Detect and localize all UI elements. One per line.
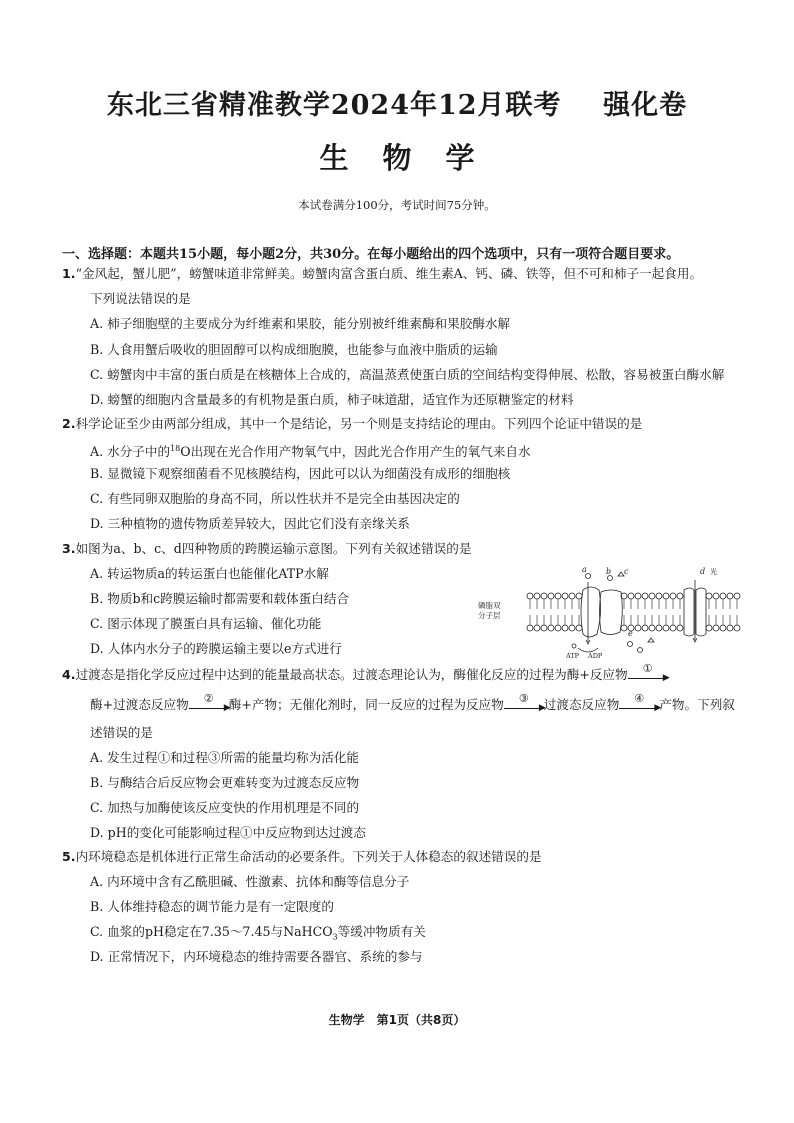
question-number: 2. — [62, 416, 76, 431]
formula-subscript: 3 — [332, 932, 338, 942]
carrier-protein — [600, 590, 623, 635]
question-4-option-d: D. pH的变化可能影响过程①中反应物到达过渡态 — [90, 825, 366, 840]
reaction-arrow-3: ③ ▶ — [504, 699, 544, 713]
question-3-option-b: B. 物质b和c跨膜运输时都需要和载体蛋白结合 — [90, 591, 350, 606]
question-5-option-d: D. 正常情况下，内环境稳态的维持需要各器官、系统的参与 — [90, 949, 423, 964]
option-text: C. 血浆的pH稳定在7.35～7.45与NaHCO — [90, 924, 333, 939]
question-1-stem — [62, 266, 702, 282]
question-text: 过渡态反应物 — [543, 697, 620, 712]
question-number: 5. — [62, 849, 76, 864]
phospholipid-label-1: 磷脂双 — [478, 601, 501, 610]
question-4-stem — [62, 661, 670, 683]
isotope-superscript: 18 — [170, 444, 181, 453]
arrow-label: ③ — [518, 691, 529, 705]
arrow-label: ① — [642, 661, 653, 675]
phospholipid-heads-upper — [527, 593, 740, 599]
exam-title: 东北三省精准教学2024年12月联考 强化卷 — [106, 90, 688, 121]
question-3-stem — [62, 541, 471, 557]
question-1-option-b: B. 人食用蟹后吸收的胆固醇可以构成细胞膜，也能参与血液中脂质的运输 — [90, 342, 498, 357]
question-text: 过渡态是指化学反应过程中达到的能量最高状态。过渡态理论认为，酶催化反应的过程为酶+反应物 — [75, 667, 628, 682]
option-text: 等缓冲物质有关 — [337, 924, 426, 939]
arrow-label: ④ — [634, 691, 645, 705]
exam-info: 本试卷满分100分，考试时间75分钟。 — [298, 198, 496, 212]
question-text: “金风起，蟹儿肥”，螃蟹味道非常鲜美。螃蟹肉富含蛋白质、维生素A、钙、磷、铁等，但不可和柿子一起食用。 — [75, 266, 703, 281]
question-2-option-b: B. 显微镜下观察细菌看不见核膜结构，因此可以认为细菌没有成形的细胞核 — [90, 466, 511, 481]
channel-protein-left — [684, 588, 694, 636]
question-text: 酶+过渡态反应物 — [90, 697, 189, 712]
question-5-option-c — [90, 924, 426, 946]
subject-title: 生物学 — [319, 141, 509, 175]
question-3-option-c: C. 图示体现了膜蛋白具有运输、催化功能 — [90, 616, 322, 631]
label-atp: ATP — [566, 652, 580, 660]
label-adp: ADP — [588, 652, 603, 660]
page-footer: 生物学 第1页（共8页） — [328, 1013, 466, 1027]
question-1-option-c: C. 螃蟹肉中丰富的蛋白质是在核糖体上合成的，高温蒸煮使蛋白质的空间结构变得伸展、松散，容易被蛋白酶水解 — [90, 367, 725, 382]
reaction-arrow-2: ② ▶ — [189, 699, 229, 713]
question-4-option-c: C. 加热与加酶使该反应变快的作用机理是不同的 — [90, 800, 360, 815]
label-c: c — [624, 567, 629, 576]
option-text: O出现在光合作用产物氧气中，因此光合作用产生的氧气来自水 — [180, 444, 531, 460]
question-4-option-a: A. 发生过程①和过程③所需的能量均称为活化能 — [90, 750, 359, 765]
channel-protein-right — [696, 588, 706, 636]
question-text: 产物。下列叙 — [659, 697, 735, 712]
molecule-a — [586, 574, 591, 579]
reaction-arrow-4: ④ ▶ — [619, 699, 659, 713]
label-e: e — [628, 629, 633, 638]
question-text: 如图为a、b、c、d四种物质的跨膜运输示意图。下列有关叙述错误的是 — [75, 541, 472, 556]
question-5-option-a: A. 内环境中含有乙酰胆碱、性激素、抗体和酶等信息分子 — [90, 874, 410, 889]
question-5-stem — [62, 849, 542, 865]
question-number: 4. — [62, 667, 76, 682]
question-4-stem-cont2: 述错误的是 — [90, 725, 153, 740]
molecule-b — [608, 576, 613, 581]
pump-protein — [581, 587, 601, 637]
question-2-stem — [62, 416, 642, 432]
question-2-option-d: D. 三种植物的遗传物质差异较大，因此它们没有亲缘关系 — [90, 516, 410, 531]
question-2-option-a — [90, 441, 531, 460]
question-number: 1. — [62, 266, 76, 281]
question-5-option-b: B. 人体维持稳态的调节能力是有一定限度的 — [90, 899, 334, 914]
question-text: 内环境稳态是机体进行正常生命活动的必要条件。下列关于人体稳态的叙述错误的是 — [75, 849, 542, 864]
question-number: 3. — [62, 541, 76, 556]
question-1-stem-cont: 下列说法错误的是 — [90, 291, 191, 306]
phospholipid-label-2: 分子层 — [478, 611, 501, 620]
label-d: d — [700, 567, 706, 576]
question-1-option-a: A. 柿子细胞壁的主要成分为纤维素和果胶，能分别被纤维素酶和果胶酶水解 — [90, 316, 511, 331]
question-4-option-b: B. 与酶结合后反应物会更难转变为过渡态反应物 — [90, 775, 360, 790]
question-text: 酶+产物；无催化剂时，同一反应的过程为反应物 — [228, 697, 504, 712]
membrane-transport-figure — [478, 562, 744, 660]
phospholipid-heads-lower — [527, 625, 740, 631]
label-light: 光 — [710, 568, 717, 576]
question-1-option-d: D. 螃蟹的细胞内含量最多的有机物是蛋白质，柿子味道甜，适宜作为还原糖鉴定的材料 — [90, 392, 574, 407]
question-4-stem-cont — [90, 691, 735, 713]
label-b: b — [606, 567, 612, 576]
question-text: 科学论证至少由两部分组成，其中一个是结论，另一个则是支持结论的理由。下列四个论证中错误的是 — [75, 416, 643, 431]
label-a: a — [582, 565, 587, 574]
question-2-option-c: C. 有些同卵双胞胎的身高不同，所以性状并不是完全由基因决定的 — [90, 491, 460, 506]
reaction-arrow-1: ① ▶ — [628, 669, 668, 683]
question-3-option-d: D. 人体内水分子的跨膜运输主要以e方式进行 — [90, 641, 342, 656]
question-3-option-a: A. 转运物质a的转运蛋白也能催化ATP水解 — [90, 566, 329, 581]
arrow-label: ② — [203, 691, 214, 705]
section-heading: 一、选择题：本题共15小题，每小题2分，共30分。在每小题给出的四个选项中，只有一项符合题目要求。 — [62, 247, 680, 262]
option-text: A. 水分子中的 — [90, 444, 171, 460]
